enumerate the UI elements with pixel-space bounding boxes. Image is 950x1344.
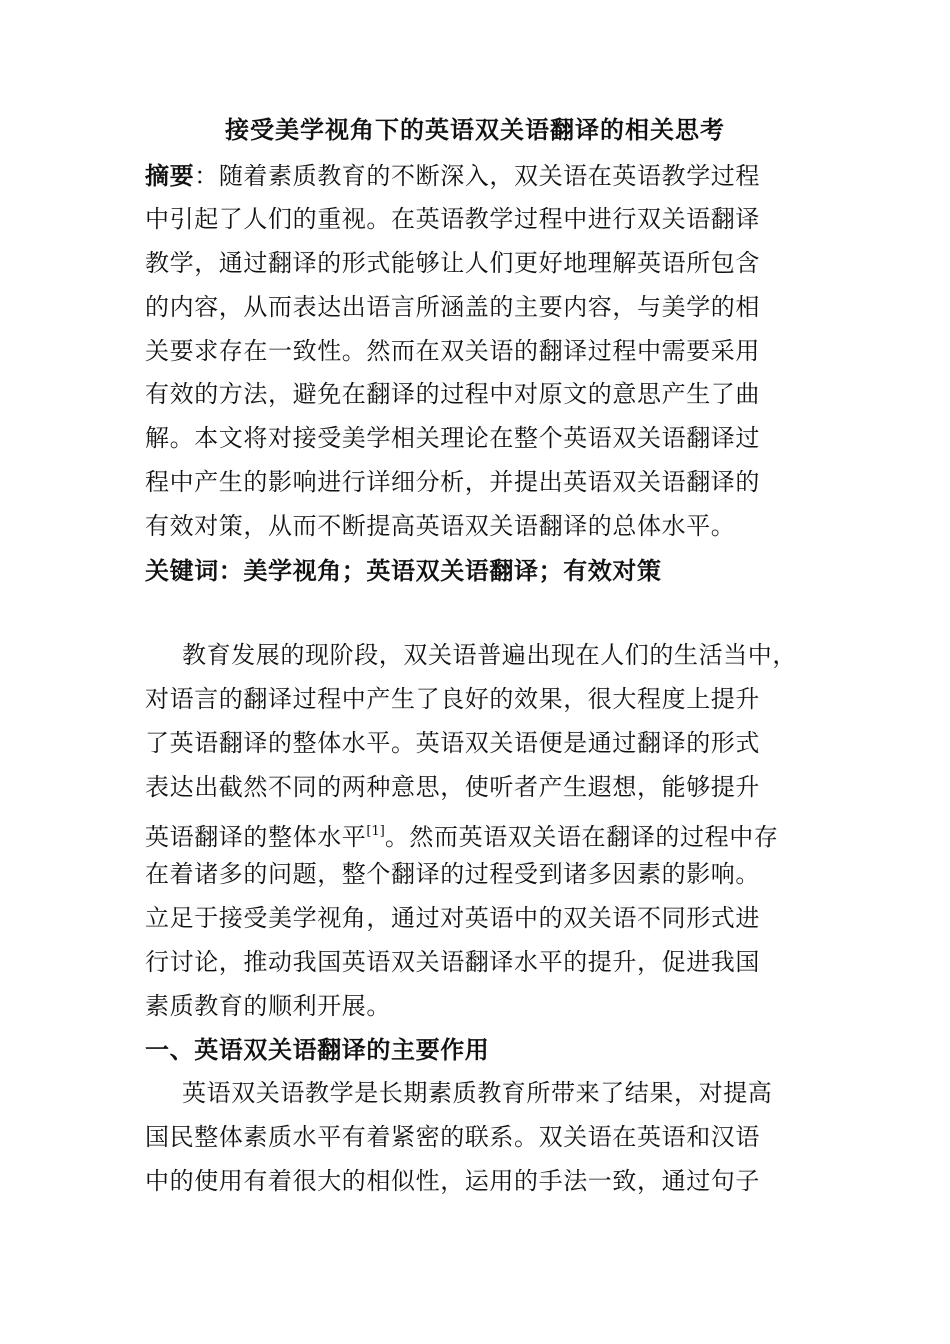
keywords-line: 关键词：美学视角；英语双关语翻译；有效对策: [145, 556, 662, 586]
paragraph-line: 素质教育的顺利开展。: [145, 992, 391, 1021]
abstract-first-line: [145, 154, 825, 198]
abstract-label-colon: ：: [194, 162, 219, 190]
citation-marker: [1]: [366, 823, 385, 839]
paragraph-line: 中的使用有着很大的相似性，运用的手法一致，通过句子: [145, 1166, 760, 1195]
paragraph-line: 行讨论，推动我国英语双关语翻译水平的提升，促进我国: [145, 948, 760, 977]
intro-paragraph: [145, 634, 825, 1029]
paragraph-line: 教育发展的现阶段，双关语普遍出现在人们的生活当中，: [182, 641, 797, 669]
section-heading: 一、英语双关语翻译的主要作用: [145, 1035, 490, 1064]
abstract-line: 解。本文将对接受美学相关理论在整个英语双关语翻译过: [145, 424, 760, 453]
abstract-line: 中引起了人们的重视。在英语教学过程中进行双关语翻译: [145, 204, 760, 233]
abstract-label: 摘要: [145, 161, 195, 190]
abstract-line: 随着素质教育的不断深入，双关语在英语教学过程: [218, 162, 761, 190]
abstract-line: 的内容，从而表达出语言所涵盖的主要内容，与美学的相: [145, 292, 760, 321]
document-title: 接受美学视角下的英语双关语翻译的相关思考: [225, 115, 725, 144]
section-1: [145, 1028, 825, 1204]
paragraph-line: 表达出截然不同的两种意思，使听者产生遐想，能够提升: [145, 772, 760, 801]
paragraph-line: 在着诸多的问题，整个翻译的过程受到诸多因素的影响。: [145, 860, 760, 889]
paragraph-line: 立足于接受美学视角，通过对英语中的双关语不同形式进: [145, 904, 760, 933]
abstract-line: 关要求存在一致性。然而在双关语的翻译过程中需要采用: [145, 336, 760, 365]
citation-line-text: 。然而英语双关语在翻译的过程中存: [384, 822, 779, 851]
paragraph-line: 了英语翻译的整体水平。英语双关语便是通过翻译的形式: [145, 728, 760, 757]
citation-line-text: 英语翻译的整体水平: [145, 822, 367, 851]
abstract-section: [145, 154, 825, 593]
abstract-line: 有效的方法，避免在翻译的过程中对原文的意思产生了曲: [145, 380, 760, 409]
abstract-line: 程中产生的影响进行详细分析，并提出英语双关语翻译的: [145, 468, 760, 497]
abstract-line: 教学，通过翻译的形式能够让人们更好地理解英语所包含: [145, 248, 760, 277]
abstract-line: 有效对策，从而不断提高英语双关语翻译的总体水平。: [145, 512, 736, 541]
paragraph-line: 英语双关语教学是长期素质教育所带来了结果，对提高: [182, 1078, 773, 1107]
paragraph-line-with-citation: [145, 810, 825, 854]
paragraph-line: 国民整体素质水平有着紧密的联系。双关语在英语和汉语: [145, 1122, 760, 1151]
paragraph-line: 对语言的翻译过程中产生了良好的效果，很大程度上提升: [145, 684, 760, 713]
